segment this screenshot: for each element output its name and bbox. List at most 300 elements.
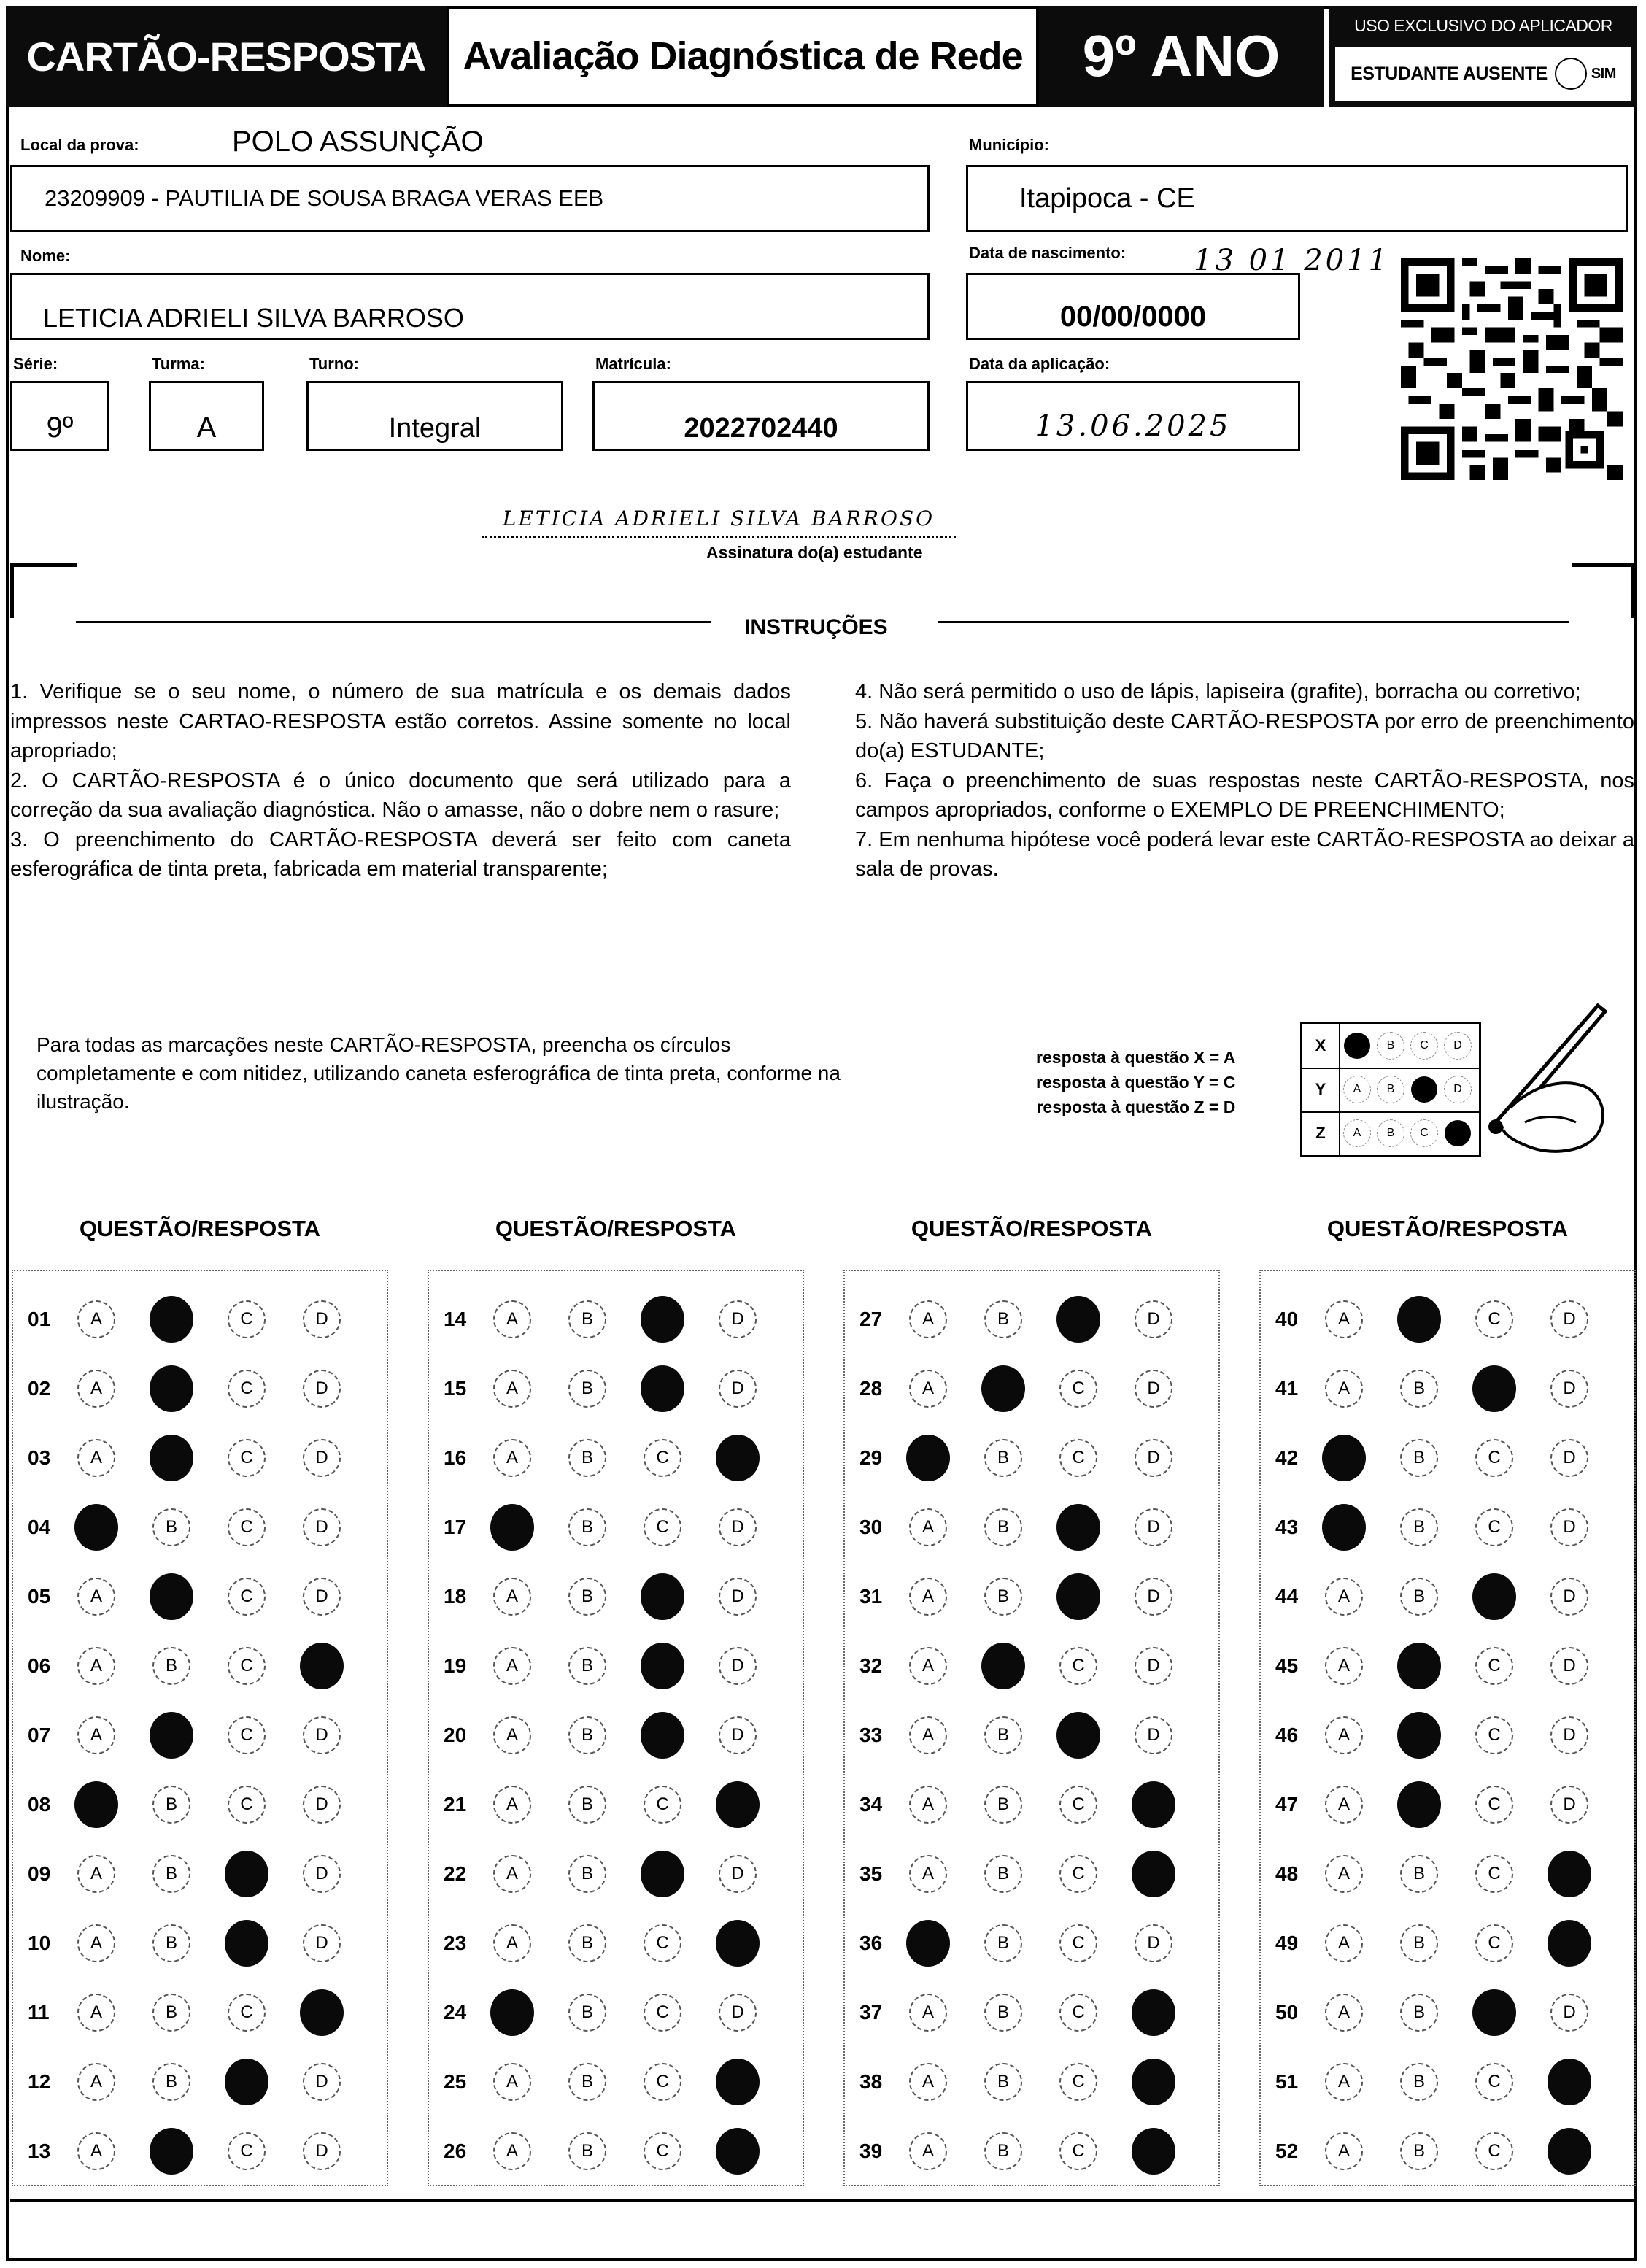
filled-bubble-mark [225,1851,268,1897]
answer-bubble-d[interactable] [716,2129,760,2173]
bubble-letter: B [1400,1508,1438,1546]
answer-bubble-d[interactable] [716,1644,760,1688]
answer-bubble-d[interactable] [1548,1575,1591,1619]
bubble-letter: A [909,1855,947,1893]
answer-bubble-d[interactable] [1548,2129,1591,2173]
answer-bubble-c[interactable] [641,1367,684,1411]
answer-bubble-d[interactable] [300,2060,344,2104]
answer-bubble-a[interactable] [1322,1713,1366,1757]
answer-bubble-b[interactable] [150,1505,193,1549]
instruction-1: 1. Verifique se o seu nome, o número de sua matrícula e os demais dados impressos neste CARTAO-RESPOSTA estão corretos. Assine somente no local apropriado; [10,680,791,763]
answer-bubble-b[interactable] [981,1991,1025,2034]
answer-bubble-d[interactable] [1132,1783,1175,1827]
answer-bubble-c[interactable] [1056,2129,1100,2173]
bubble-letter: D [1550,1439,1588,1477]
bubble-letter: D [1135,1300,1172,1338]
answer-bubble-a[interactable] [906,2129,950,2173]
answer-bubble-a[interactable] [1322,2129,1366,2173]
answer-bubble-c[interactable] [1472,1991,1516,2034]
answer-bubble-b[interactable] [565,1575,609,1619]
answer-bubble-d[interactable] [300,1921,344,1965]
answer-bubble-c[interactable] [225,1852,268,1896]
answer-bubble-c[interactable] [641,1921,684,1965]
answer-bubble-b[interactable] [150,1367,193,1411]
answer-bubble-a[interactable] [74,1713,118,1757]
answer-bubble-d[interactable] [716,1991,760,2034]
answer-bubble-b[interactable] [150,1921,193,1965]
answer-bubble-b[interactable] [150,2129,193,2173]
answer-bubble-a[interactable] [906,1436,950,1480]
answer-bubble-a[interactable] [74,1436,118,1480]
answer-bubble-c[interactable] [641,1297,684,1341]
question-number: 49 [1275,1932,1299,1954]
answer-bubble-c[interactable] [225,1297,268,1341]
answer-bubble-d[interactable] [1132,1505,1175,1549]
answer-bubble-b[interactable] [981,1921,1025,1965]
answer-bubble-d[interactable] [1132,1367,1175,1411]
answer-bubble-a[interactable] [490,1297,534,1341]
answer-bubble-b[interactable] [1397,2129,1441,2173]
answer-bubble-d[interactable] [1548,1505,1591,1549]
answer-bubble-b[interactable] [150,1852,193,1896]
answer-bubble-b[interactable] [1397,1436,1441,1480]
answer-bubble-b[interactable] [981,2060,1025,2104]
answer-bubble-b[interactable] [981,1436,1025,1480]
answer-bubble-b[interactable] [150,1436,193,1480]
answer-bubble-b[interactable] [1397,1852,1441,1896]
answer-bubble-a[interactable] [1322,1991,1366,2034]
bubble-letter: A [493,1300,531,1338]
bubble-letter: C [228,1994,266,2032]
question-number: 29 [859,1446,883,1469]
answer-bubble-c[interactable] [225,1575,268,1619]
bubble-letter: C [644,1786,681,1824]
answer-bubble-a[interactable] [1322,1921,1366,1965]
filled-bubble-mark [1548,1851,1591,1897]
answer-bubble-b[interactable] [981,1644,1025,1688]
question-number: 07 [28,1724,51,1746]
question-number: 40 [1275,1308,1299,1330]
answer-bubble-a[interactable] [1322,1783,1366,1827]
answer-bubble-d[interactable] [300,1505,344,1549]
bubble-letter: A [493,2063,531,2101]
filled-bubble-mark [74,1504,118,1551]
answer-bubble-b[interactable] [150,1991,193,2034]
answer-bubble-c[interactable] [225,1783,268,1827]
answer-bubble-b[interactable] [150,1783,193,1827]
answer-bubble-a[interactable] [906,1297,950,1341]
answer-bubble-a[interactable] [74,1297,118,1341]
answer-bubble-a[interactable] [490,1505,534,1549]
aplicacao-field [966,381,1300,451]
answer-bubble-c[interactable] [1056,1852,1100,1896]
bubble-letter: A [1325,1647,1363,1685]
answer-bubble-a[interactable] [1322,1297,1366,1341]
answer-bubble-c[interactable] [1056,1505,1100,1549]
answer-bubble-d[interactable] [1548,2060,1591,2104]
answer-bubble-b[interactable] [150,1644,193,1688]
bubble-letter: D [1135,1370,1172,1408]
answer-bubble-a[interactable] [74,1921,118,1965]
answer-bubble-a[interactable] [906,1713,950,1757]
answer-bubble-d[interactable] [300,1783,344,1827]
answer-bubble-c[interactable] [1472,1783,1516,1827]
answer-bubble-c[interactable] [225,2129,268,2173]
answer-bubble-a[interactable] [490,2129,534,2173]
fill-instructions: Para todas as marcações neste CARTÃO-RESPOSTA, preencha os círculos completamente e com nitidez, utilizando caneta esferográfica de tinta preta, conforme na ilustração. [36,1033,841,1113]
answer-bubble-b[interactable] [1397,2060,1441,2104]
answer-bubble-d[interactable] [716,2060,760,2104]
answer-bubble-c[interactable] [1056,1644,1100,1688]
answer-bubble-a[interactable] [74,1367,118,1411]
answer-bubble-a[interactable] [490,1852,534,1896]
answer-bubble-c[interactable] [1472,1713,1516,1757]
answer-bubble-d[interactable] [1132,2129,1175,2173]
answer-bubble-d[interactable] [1132,1436,1175,1480]
bubble-letter: D [719,1716,757,1754]
answer-bubble-a[interactable] [490,1367,534,1411]
bubble-letter: B [568,1300,606,1338]
answer-bubble-c[interactable] [1056,2060,1100,2104]
answer-bubble-d[interactable] [716,1505,760,1549]
answer-bubble-a[interactable] [1322,1852,1366,1896]
answer-bubble-c[interactable] [225,1991,268,2034]
answer-bubble-d[interactable] [716,1297,760,1341]
answer-bubble-d[interactable] [716,1852,760,1896]
answer-bubble-a[interactable] [906,1644,950,1688]
filled-bubble-mark [1056,1712,1100,1759]
question-number: 33 [859,1724,883,1746]
answer-bubble-b[interactable] [1397,1921,1441,1965]
answer-bubble-d[interactable] [1548,1644,1591,1688]
answer-bubble-b[interactable] [981,1297,1025,1341]
answer-bubble-d[interactable] [300,1436,344,1480]
filled-bubble-mark [641,1643,684,1689]
answer-bubble-c[interactable] [641,1713,684,1757]
ausente-label: ESTUDANTE AUSENTE [1351,63,1548,84]
answer-bubble-b[interactable] [981,1852,1025,1896]
question-row [429,1713,805,1757]
bubble-letter: C [1475,1924,1513,1962]
answer-bubble-d[interactable] [300,1644,344,1688]
answer-bubble-d[interactable] [1548,1921,1591,1965]
answer-bubble-c[interactable] [1056,1991,1100,2034]
answer-bubble-a[interactable] [74,2129,118,2173]
question-row [13,1436,390,1480]
answer-bubble-c[interactable] [641,1505,684,1549]
turma-field [149,381,264,451]
question-row [13,1575,390,1619]
answer-bubble-b[interactable] [1397,1367,1441,1411]
bubble-letter: A [77,1924,115,1962]
question-row [1261,1505,1637,1549]
answer-bubble-c[interactable] [1472,1367,1516,1411]
answer-bubble-b[interactable] [565,1436,609,1480]
question-number: 19 [444,1654,467,1677]
question-row [845,1297,1221,1341]
answer-bubble-b[interactable] [1397,1505,1441,1549]
answer-bubble-d[interactable] [1548,1436,1591,1480]
answer-bubble-c[interactable] [225,1367,268,1411]
answer-bubble-a[interactable] [490,1783,534,1827]
answer-bubble-c[interactable] [641,2060,684,2104]
question-row [13,1852,390,1896]
instructions-right [855,677,1634,884]
answer-bubble-a[interactable] [74,1783,118,1827]
answer-bubble-d[interactable] [300,1367,344,1411]
answer-bubble-a[interactable] [490,1991,534,2034]
filled-bubble-mark [1132,1851,1175,1897]
question-number: 13 [28,2140,51,2162]
aplicador-box [1329,6,1637,107]
answer-bubble-a[interactable] [1322,1575,1366,1619]
answer-bubble-a[interactable] [1322,1436,1366,1480]
answer-bubble-c[interactable] [641,2129,684,2173]
answer-bubble-a[interactable] [906,1852,950,1896]
filled-bubble-mark [150,1435,193,1481]
answer-bubble-d[interactable] [300,1297,344,1341]
answer-bubble-b[interactable] [565,1921,609,1965]
question-number: 26 [444,2140,467,2162]
answer-bubble-d[interactable] [1548,1713,1591,1757]
answer-bubble-d[interactable] [300,1991,344,2034]
question-row [1261,1436,1637,1480]
answer-bubble-b[interactable] [981,2129,1025,2173]
answer-bubble-a[interactable] [906,1367,950,1411]
instructions-left [10,677,791,884]
column-title: QUESTÃO/RESPOSTA [79,1216,321,1241]
filled-bubble-mark [490,1989,534,2036]
ano-title: 9º ANO [1039,6,1324,107]
signature-label: Assinatura do(a) estudante [706,543,923,562]
answer-bubble-d[interactable] [1132,1852,1175,1896]
answer-bubble-c[interactable] [1056,1367,1100,1411]
bubble-letter: C [1059,2063,1097,2101]
turma-label: Turma: [152,355,205,373]
bubble-letter: A [1325,2063,1363,2101]
answer-bubble-c[interactable] [225,2060,268,2104]
bubble-letter: A [909,1716,947,1754]
answer-bubble-a[interactable] [1322,1367,1366,1411]
ausente-bubble[interactable] [1555,58,1587,90]
answer-bubble-d[interactable] [716,1921,760,1965]
answer-bubble-a[interactable] [490,1713,534,1757]
bubble-letter: C [644,1439,681,1477]
question-row [845,1436,1221,1480]
answer-bubble-b[interactable] [565,1644,609,1688]
answer-bubble-b[interactable] [565,1367,609,1411]
answer-bubble-d[interactable] [300,1852,344,1896]
answer-bubble-a[interactable] [74,1991,118,2034]
bubble-letter: D [303,2063,341,2101]
answer-bubble-a[interactable] [74,1505,118,1549]
answer-bubble-a[interactable] [490,2060,534,2104]
answer-bubble-d[interactable] [716,1783,760,1827]
answer-bubble-d[interactable] [1132,1297,1175,1341]
answer-bubble-c[interactable] [641,1783,684,1827]
answer-bubble-d[interactable] [1548,1783,1591,1827]
answer-bubble-c[interactable] [1472,1921,1516,1965]
question-row [429,1367,805,1411]
answer-bubble-a[interactable] [490,1575,534,1619]
answer-bubble-b[interactable] [565,1505,609,1549]
answer-bubble-c[interactable] [1472,1436,1516,1480]
answer-bubble-c[interactable] [1056,1783,1100,1827]
answer-bubble-b[interactable] [981,1575,1025,1619]
answer-bubble-b[interactable] [981,1505,1025,1549]
answer-bubble-c[interactable] [1056,1575,1100,1619]
answer-bubble-d[interactable] [716,1713,760,1757]
answer-bubble-a[interactable] [74,2060,118,2104]
answer-bubble-b[interactable] [150,1713,193,1757]
answer-bubble-d[interactable] [1548,1991,1591,2034]
question-row [845,1783,1221,1827]
question-row [845,2129,1221,2173]
question-number: 17 [444,1516,467,1538]
bubble-letter: C [1475,1647,1513,1685]
answer-bubble-a[interactable] [1322,1644,1366,1688]
question-row [845,1852,1221,1896]
answer-bubble-d[interactable] [1548,1852,1591,1896]
answer-bubble-c[interactable] [641,1991,684,2034]
answer-bubble-d[interactable] [300,1575,344,1619]
answer-bubble-a[interactable] [906,1783,950,1827]
answer-bubble-a[interactable] [906,1505,950,1549]
answer-bubble-d[interactable] [1132,1575,1175,1619]
answer-bubble-a[interactable] [906,1575,950,1619]
answer-bubble-c[interactable] [225,1436,268,1480]
question-number: 39 [859,2140,883,2162]
bubble-letter: C [228,1716,266,1754]
answer-bubble-a[interactable] [1322,1505,1366,1549]
question-number: 25 [444,2070,467,2093]
filled-bubble-mark [150,1712,193,1759]
answer-bubble-c[interactable] [641,1852,684,1896]
answer-bubble-b[interactable] [981,1713,1025,1757]
answer-bubble-b[interactable] [565,1713,609,1757]
answer-bubble-d[interactable] [716,1575,760,1619]
answer-bubble-c[interactable] [641,1436,684,1480]
answer-bubble-c[interactable] [1056,1436,1100,1480]
answer-bubble-d[interactable] [1132,1644,1175,1688]
answer-bubble-b[interactable] [565,1783,609,1827]
answer-bubble-d[interactable] [716,1436,760,1480]
bubble-letter: D [303,1370,341,1408]
answer-bubble-a[interactable] [490,1921,534,1965]
answer-bubble-c[interactable] [1472,2060,1516,2104]
answer-bubble-a[interactable] [906,1991,950,2034]
answer-bubble-b[interactable] [150,1575,193,1619]
question-row [429,1505,805,1549]
answer-bubble-b[interactable] [1397,1644,1441,1688]
answer-bubble-b[interactable] [1397,1991,1441,2034]
answer-bubble-b[interactable] [565,1991,609,2034]
answer-bubble-d[interactable] [1132,2060,1175,2104]
answer-bubble-b[interactable] [1397,1297,1441,1341]
answer-bubble-c[interactable] [1472,1575,1516,1619]
answer-bubble-b[interactable] [565,1297,609,1341]
answer-bubble-b[interactable] [565,2129,609,2173]
answer-bubble-a[interactable] [74,1852,118,1896]
answer-bubble-c[interactable] [641,1644,684,1688]
answer-bubble-c[interactable] [225,1505,268,1549]
example-bubble [1344,1033,1370,1059]
answer-bubble-b[interactable] [1397,1575,1441,1619]
answer-bubble-b[interactable] [1397,1783,1441,1827]
answer-bubble-c[interactable] [225,1921,268,1965]
answer-bubble-c[interactable] [1472,2129,1516,2173]
answer-bubble-c[interactable] [1472,1505,1516,1549]
question-number: 14 [444,1308,467,1330]
answer-bubble-c[interactable] [1472,1852,1516,1896]
question-row [429,1575,805,1619]
answer-bubble-c[interactable] [1056,1921,1100,1965]
filled-bubble-mark [716,1920,760,1967]
answer-bubble-c[interactable] [1472,1297,1516,1341]
example-option-cell [1374,1032,1407,1060]
answer-bubble-b[interactable] [565,1852,609,1896]
question-number: 42 [1275,1446,1299,1469]
answer-bubble-d[interactable] [1132,1921,1175,1965]
answer-bubble-c[interactable] [1056,1713,1100,1757]
bubble-letter: C [228,1508,266,1546]
nascimento-label: Data de nascimento: [969,244,1127,262]
question-row [429,1852,805,1896]
bubble-letter: A [1325,2132,1363,2170]
answer-bubble-d[interactable] [300,2129,344,2173]
bubble-letter: A [493,1924,531,1962]
answer-bubble-c[interactable] [225,1644,268,1688]
answer-bubble-a[interactable] [906,1921,950,1965]
bubble-letter: D [719,1508,757,1546]
question-number: 03 [28,1446,51,1469]
answer-bubble-b[interactable] [150,2060,193,2104]
bubble-letter: A [909,1786,947,1824]
answer-bubble-d[interactable] [1548,1367,1591,1411]
nome-value: LETICIA ADRIELI SILVA BARROSO [43,303,464,333]
bubble-letter: B [1400,2063,1438,2101]
answer-bubble-d[interactable] [300,1713,344,1757]
answer-bubble-c[interactable] [225,1713,268,1757]
filled-bubble-mark [1548,2059,1591,2105]
answer-bubble-b[interactable] [565,2060,609,2104]
answer-bubble-c[interactable] [1472,1644,1516,1688]
turno-field [306,381,563,451]
answer-bubble-d[interactable] [1132,1991,1175,2034]
answer-bubble-c[interactable] [641,1575,684,1619]
answer-bubble-b[interactable] [981,1783,1025,1827]
answer-bubble-d[interactable] [1548,1297,1591,1341]
answer-bubble-a[interactable] [1322,2060,1366,2104]
answer-bubble-a[interactable] [74,1644,118,1688]
answer-bubble-b[interactable] [981,1367,1025,1411]
answer-bubble-a[interactable] [490,1644,534,1688]
bubble-letter: B [152,1508,190,1546]
answer-bubble-d[interactable] [1132,1713,1175,1757]
question-number: 18 [444,1585,467,1608]
filled-bubble-mark [225,1920,268,1967]
question-row [1261,1921,1637,1965]
answer-bubble-d[interactable] [716,1367,760,1411]
example-row [1302,1024,1479,1069]
answer-bubble-a[interactable] [906,2060,950,2104]
answer-bubble-a[interactable] [74,1575,118,1619]
answer-bubble-a[interactable] [490,1436,534,1480]
answer-bubble-b[interactable] [150,1297,193,1341]
answer-bubble-b[interactable] [1397,1713,1441,1757]
bubble-letter: D [1135,1439,1172,1477]
answer-bubble-c[interactable] [1056,1297,1100,1341]
